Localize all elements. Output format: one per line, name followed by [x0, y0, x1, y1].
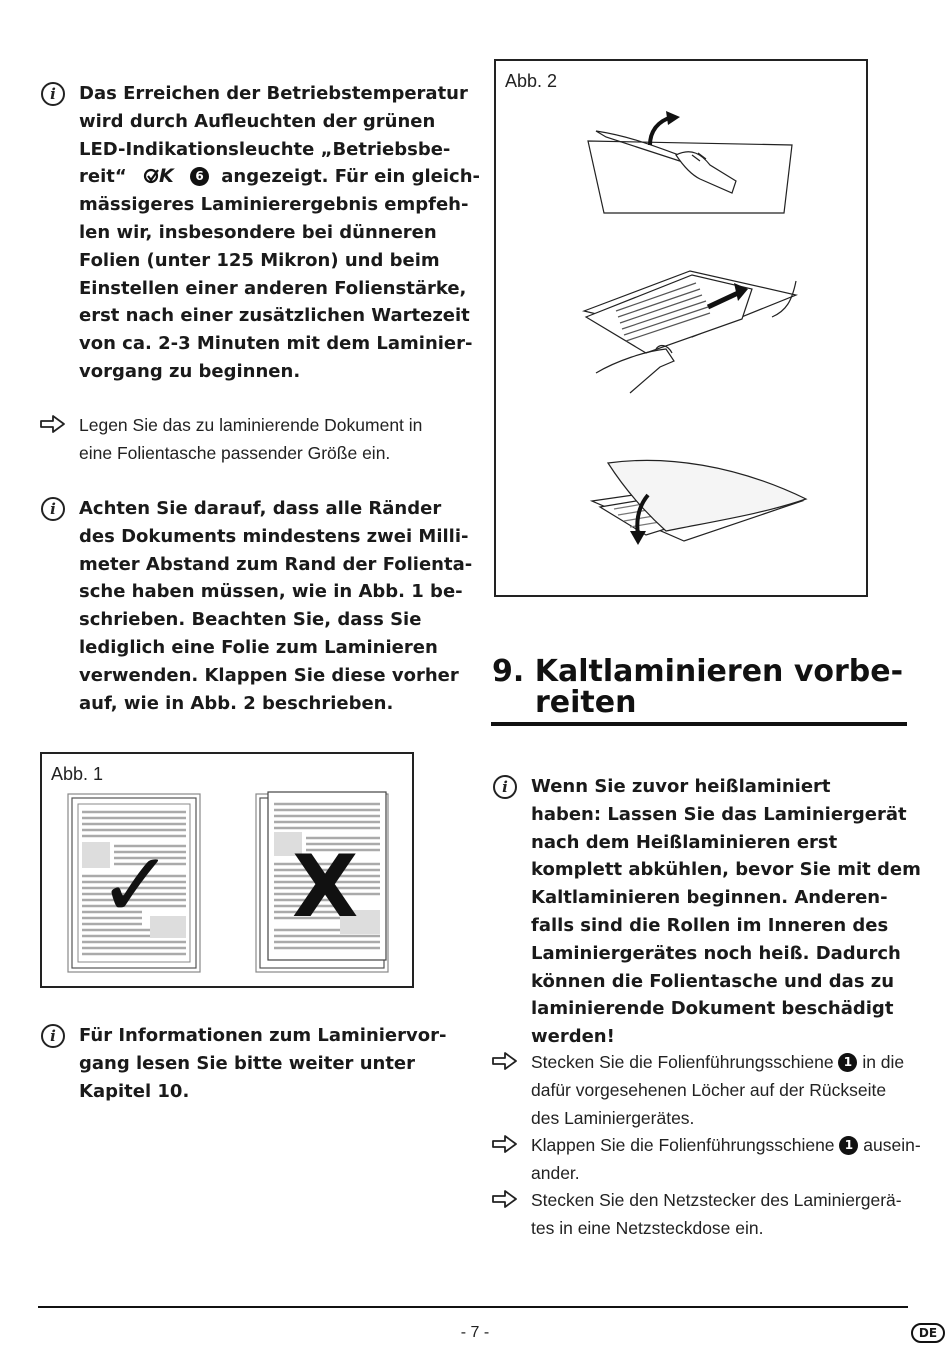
text-line: Einstellen einer anderen Folienstärke,: [79, 277, 467, 299]
text-line: komplett abkühlen, bevor Sie mit dem: [531, 859, 921, 881]
text-line: dafür vorgesehenen Löcher auf der Rückseite: [531, 1079, 887, 1100]
text-line: Wenn Sie zuvor heißlaminiert: [531, 776, 831, 797]
text-line: laminierende Dokument beschädigt: [531, 998, 894, 1020]
section-title-line: Kaltlaminieren vorbe-: [534, 654, 904, 689]
text-line: verwenden. Klappen Sie diese vorher: [79, 664, 459, 686]
arrow-right-icon: [40, 414, 66, 434]
arrow-right-icon: [492, 1189, 518, 1209]
step-plug-in: [531, 1187, 921, 1243]
text-line: Legen Sie das zu laminierende Dokument in: [79, 415, 423, 435]
info-icon: i: [41, 497, 65, 521]
figure-abb-1: [40, 752, 414, 988]
text-line: ausein-: [863, 1135, 921, 1155]
text-line: Stecken Sie die Folienführungsschiene: [531, 1052, 834, 1072]
text-line: ander.: [531, 1162, 580, 1183]
text-line: von ca. 2-3 Minuten mit dem Laminier-: [79, 333, 473, 355]
info-note-cool-down: [531, 773, 921, 1051]
figure-abb-2: [494, 59, 868, 597]
text-line: wird durch Aufleuchten der grünen: [79, 110, 436, 132]
text-line: schrieben. Beachten Sie, dass Sie: [79, 609, 422, 631]
text-line: haben: Lassen Sie das Laminiergerät: [531, 803, 907, 825]
close-pouch-step: [592, 460, 806, 541]
cross-mark: X: [292, 837, 359, 937]
text-line: des Laminiergerätes.: [531, 1107, 695, 1128]
badge-number: 1: [838, 1053, 857, 1072]
info-icon: i: [41, 82, 65, 106]
instruction-insert-document: [79, 412, 469, 468]
section-title-line: reiten: [535, 685, 637, 720]
footer-rule: [38, 1306, 908, 1308]
text-line: Klappen Sie die Folienführungsschiene: [531, 1135, 835, 1155]
page-number: - 7 -: [460, 1324, 490, 1341]
text-line: werden!: [531, 1026, 615, 1048]
text-line: Für Informationen zum Laminiervor-: [79, 1025, 447, 1046]
text-line: meter Abstand zum Rand der Folienta-: [79, 553, 473, 575]
step-insert-guide-rail: [531, 1049, 921, 1132]
text-line: in die: [862, 1052, 905, 1072]
text-line: vorgang zu beginnen.: [79, 360, 301, 382]
info-icon: i: [41, 1024, 65, 1048]
badge-number: 6: [190, 167, 209, 186]
text-line: falls sind die Rollen im Inneren des: [531, 914, 889, 936]
text-line: des Dokuments mindestens zwei Milli-: [79, 525, 469, 547]
step-unfold-guide-rail: [531, 1132, 921, 1188]
arrow-right-icon: [492, 1134, 518, 1154]
text-line: Kaltlaminieren beginnen. Anderen-: [531, 887, 888, 909]
check-mark: ✓: [98, 833, 174, 938]
text-line: Laminiergerätes noch heiß. Dadurch: [531, 942, 901, 964]
text-line: nach dem Heißlaminieren erst: [531, 831, 838, 853]
figure-1-illustration: [42, 754, 412, 986]
info-note-margins: [79, 495, 473, 717]
info-note-operating-temperature: [79, 80, 480, 386]
text-line: Das Erreichen der Betriebstemperatur: [79, 83, 468, 104]
arrow-right-icon: [492, 1051, 518, 1071]
text-line: angezeigt. Für ein gleich-: [221, 166, 480, 188]
text-line: reit“: [79, 166, 127, 188]
open-pouch-step: [588, 131, 792, 213]
ok-check-icon: K: [143, 163, 174, 191]
text-line-with-symbols: [79, 163, 480, 191]
figure-label: Abb. 2: [505, 71, 558, 91]
badge-number: 1: [839, 1136, 858, 1155]
text-line: auf, wie in Abb. 2 beschrieben.: [79, 692, 394, 714]
text-line: LED-Indikationsleuchte „Betriebsbe-: [79, 138, 451, 160]
text-line: Kapitel 10.: [79, 1080, 190, 1102]
text-line: sche haben müssen, wie in Abb. 1 be-: [79, 581, 463, 603]
text-line: gang lesen Sie bitte weiter unter: [79, 1052, 416, 1074]
language-badge: DE: [911, 1323, 945, 1343]
text-line: Achten Sie darauf, dass alle Ränder: [79, 498, 442, 519]
text-line: Stecken Sie den Netzstecker des Laminiergerä-: [531, 1190, 902, 1210]
step-first-line: [531, 1049, 921, 1077]
figure-2-illustration: [496, 61, 866, 595]
text-line: können die Folientasche und das zu: [531, 970, 895, 992]
text-line: tes in eine Netzsteckdose ein.: [531, 1217, 764, 1238]
step-first-line: [531, 1132, 921, 1160]
text-line: lediglich eine Folie zum Laminieren: [79, 636, 438, 658]
info-icon: i: [493, 775, 517, 799]
text-line: eine Folientasche passender Größe ein.: [79, 442, 391, 463]
text-line: len wir, insbesondere bei dünneren: [79, 221, 437, 243]
section-number: 9.: [492, 654, 525, 689]
heading-underline: [491, 722, 907, 726]
text-line: erst nach einer zusätzlichen Wartezeit: [79, 305, 470, 327]
figure-label: Abb. 1: [51, 764, 104, 784]
insert-document-step: [584, 271, 796, 393]
text-line: Folien (unter 125 Mikron) und beim: [79, 249, 440, 271]
heading-line-1: [492, 656, 912, 687]
section-heading: [492, 656, 912, 718]
info-note-chapter-10: [79, 1022, 469, 1105]
text-line: mässigeres Laminierergebnis empfeh-: [79, 194, 469, 216]
